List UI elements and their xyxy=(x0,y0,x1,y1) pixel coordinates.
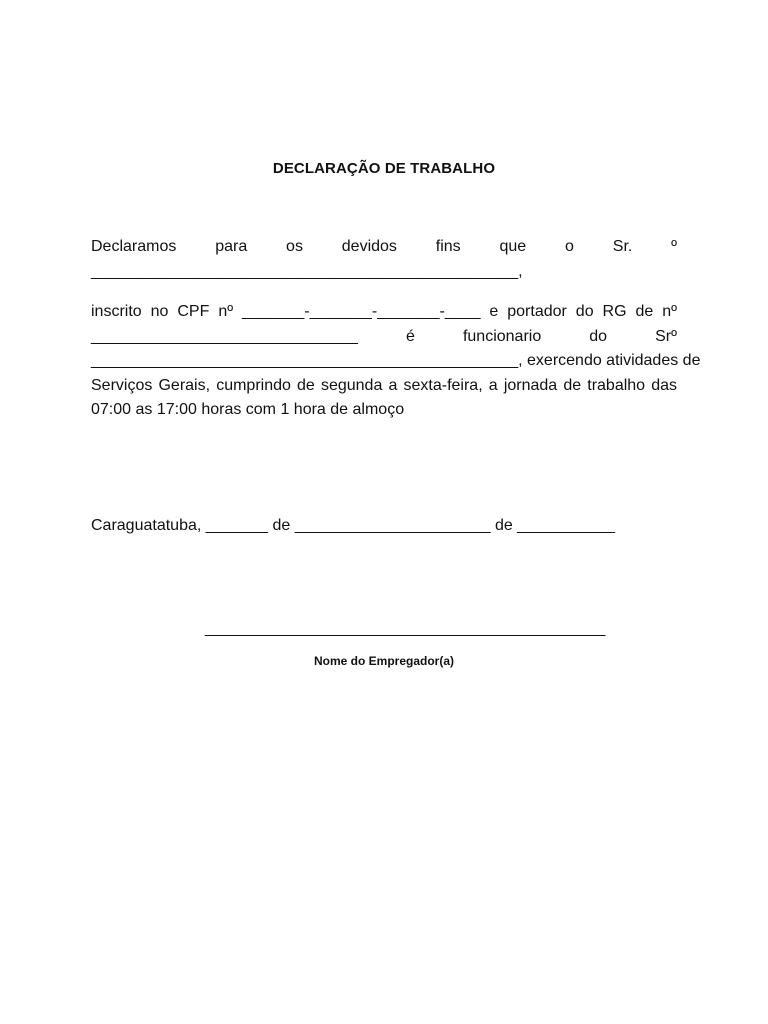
rg-blank: ______________________________ xyxy=(91,327,358,345)
duties-text: Serviços Gerais, cumprindo de segunda a sexta-feira, a jornada de trabalho das xyxy=(91,376,677,394)
word: Declaramos xyxy=(91,238,177,255)
employer-line xyxy=(91,325,677,350)
hours-line: 07:00 as 17:00 horas com 1 hora de almoço xyxy=(91,401,405,418)
cpf-rg-text: inscrito no CPF nº _______-_______-_______-____ e portador do RG de nº xyxy=(91,303,677,320)
employer-name-line xyxy=(91,349,701,374)
word: do xyxy=(589,327,608,345)
word: º xyxy=(671,238,677,255)
place-date-line: Caraguatatuba, _______ de ______________________ de ___________ xyxy=(91,517,616,534)
word: os xyxy=(286,238,303,255)
word: devidos xyxy=(341,238,397,255)
signature-line: _____________________________________________ xyxy=(205,620,606,637)
cpf-rg-line xyxy=(91,300,677,325)
paragraph1-line1 xyxy=(91,235,677,260)
employer-name-text: ________________________________________________, exercendo atividades de xyxy=(91,352,701,369)
document-title: DECLARAÇÃO DE TRABALHO xyxy=(272,160,496,177)
employee-name-blank: ________________________________________________, xyxy=(91,262,523,280)
duties-line xyxy=(91,374,677,399)
word: Sr. xyxy=(612,238,633,255)
word: fins xyxy=(435,238,461,255)
word: para xyxy=(215,238,248,255)
signature-label: Nome do Empregador(a) xyxy=(313,654,454,668)
word: é xyxy=(406,327,415,345)
word: Srº xyxy=(655,327,677,345)
paragraph-declaration xyxy=(91,235,677,284)
word: que xyxy=(499,238,527,255)
paragraph-details xyxy=(91,300,701,423)
word: o xyxy=(565,238,574,255)
word: funcionario xyxy=(462,327,542,345)
